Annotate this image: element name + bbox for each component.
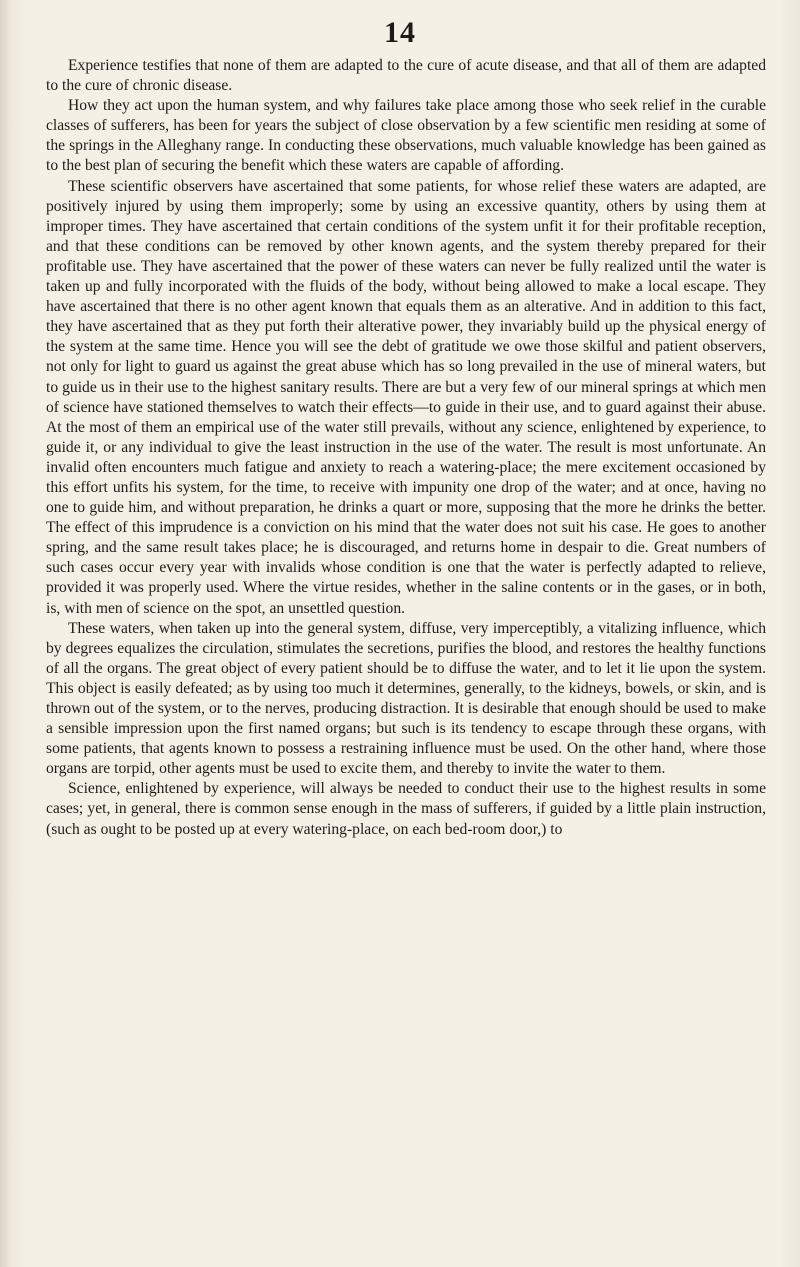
paragraph: These scientific observers have ascertained that some patients, for whose relief these waters are adapted, are positively injured by using them improperly; some by using an excessive quantity, others by using them at improper times. They have ascertained that certain conditions of the system unfit it for their profitable reception, and that these conditions can be removed by other known agents, and the system thereby prepared for their profitable use. They have ascertained that the power of these waters can never be fully realized until the water is taken up and fully incorporated with the fluids of the body, without being allowed to make a local escape. They have ascertained that there is no other agent known that equals them as an alterative. And in addition to this fact, they have ascertained that as they put forth their alterative power, they invariably build up the physical energy of the system at the same time. Hence you will see the debt of gratitude we owe those skilful and patient observers, not only for light to guard us against the great abuse which has so long prevailed in the use of mineral waters, but to guide us in their use to the highest sanitary results. There are but a very few of our mineral springs at which men of science have stationed themselves to watch their effects—to guide in their use, and to guard against their abuse. At the most of them an empirical use of the water still prevails, without any science, enlightened by experience, to guide it, or any individual to give the least instruction in the use of the water. The result is most unfortunate. An invalid often encounters much fatigue and anxiety to reach a watering-place; the mere excitement occasioned by this effort unfits his system, for the time, to receive with impunity one drop of the water; and at once, having no one to guide him, and without preparation, he drinks a quart or more, supposing that the more he drinks the better. The effect of this imprudence is a conviction on his mind that the water does not suit his case. He goes to another spring, and the same result takes place; he is discouraged, and returns home in despair to die. Great numbers of such cases occur every year with invalids whose condition is one that the water is perfectly adapted to relieve, provided it was properly used. Where the virtue resides, whether in the saline contents or in the gases, or in both, is, with men of science on the spot, an unsettled question.	[46, 177, 766, 617]
paragraph: Science, enlightened by experience, will always be needed to conduct their use to the highest results in some cases; yet, in general, there is common sense enough in the mass of sufferers, if guided by a little plain instruction, (such as ought to be posted up at every watering-place, on each bed-room door,) to	[46, 780, 766, 838]
paragraph: Experience testifies that none of them are adapted to the cure of acute disease, and that all of them are adapted to the cure of chronic disease.	[46, 57, 766, 95]
page-number: 14	[384, 16, 416, 49]
paragraph: These waters, when taken up into the general system, diffuse, very imperceptibly, a vitalizing influence, which by degrees equalizes the circulation, stimulates the secretions, purifies the blood, and restores the healthy functions of all the organs. The great object of every patient should be to diffuse the water, and to let it lie upon the system. This object is easily defeated; as by using too much it determines, generally, to the kidneys, bowels, or skin, and is thrown out of the system, or to the nerves, producing distraction. It is desirable that enough should be used to make a sensible impression upon the first named organs; but such is its tendency to escape through these organs, with some patients, that agents known to possess a restraining influence must be used. On the other hand, where those organs are torpid, other agents must be used to excite them, and thereby to invite the water to them.	[46, 619, 766, 778]
body-text	[46, 56, 766, 840]
paragraph: How they act upon the human system, and why failures take place among those who seek relief in the curable classes of sufferers, has been for years the subject of close observation by a few scientific men residing at some of the springs in the Alleghany range. In conducting these observations, much valuable knowledge has been gained as to the best plan of securing the benefit which these waters are capable of affording.	[46, 97, 766, 175]
